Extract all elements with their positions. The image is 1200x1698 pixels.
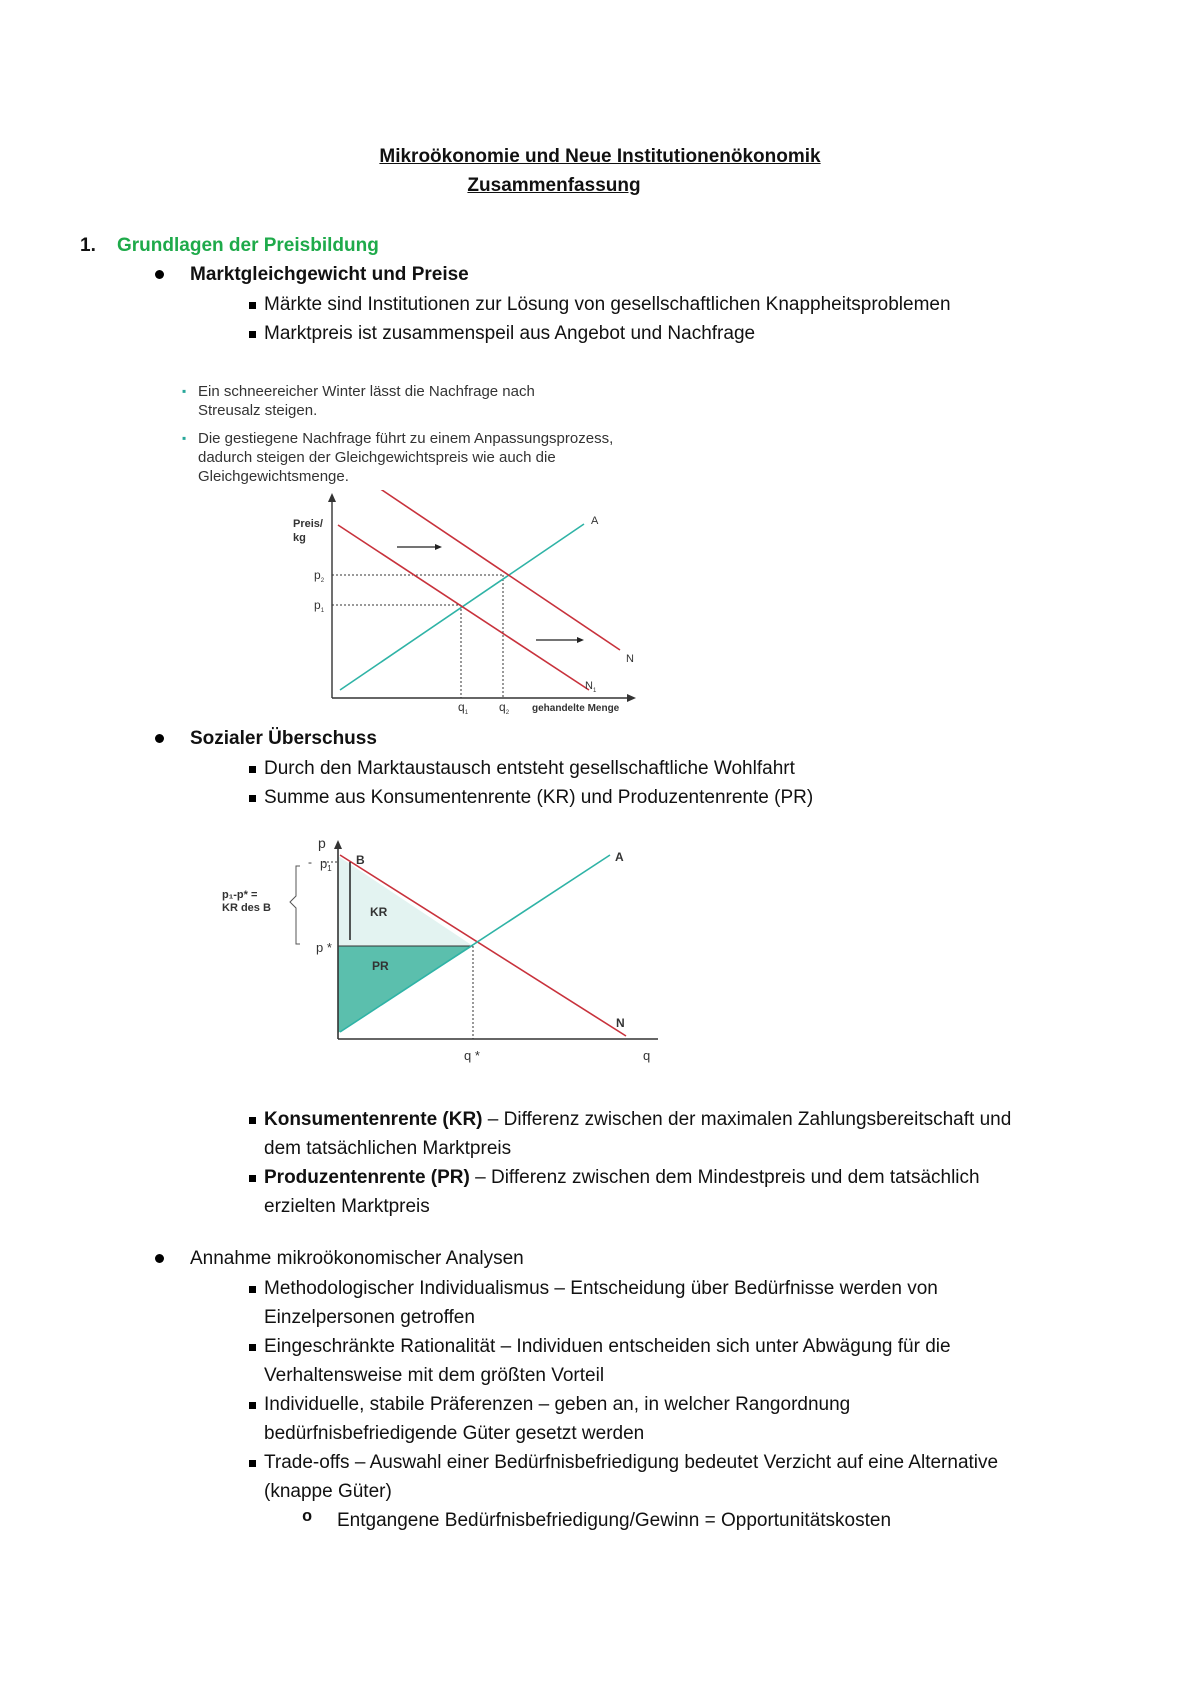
bullet-heading-marktgleichgewicht: Marktgleichgewicht und Preise bbox=[190, 264, 469, 285]
curve-label-a: A bbox=[591, 515, 599, 527]
list-item: Summe aus Konsumentenrente (KR) und Produzentenrente (PR) bbox=[264, 787, 814, 808]
demand-curve-n bbox=[379, 490, 620, 650]
square-bullet bbox=[249, 1460, 256, 1467]
tick-p1: $p_1$ bbox=[314, 598, 325, 614]
square-bullet bbox=[249, 331, 256, 338]
x-axis-arrow bbox=[627, 694, 636, 702]
tick-q2: $q_2$ bbox=[499, 700, 510, 715]
shift-arrow-head bbox=[435, 544, 442, 550]
tick-p1: $p_1$ bbox=[320, 856, 332, 873]
document-title: Mikroökonomie und Neue Institutionenökonomik bbox=[379, 146, 821, 167]
label-b: B bbox=[356, 853, 365, 867]
list-item: Marktpreis ist zusammenspeil aus Angebot und Nachfrage bbox=[264, 323, 756, 344]
y-axis-arrow bbox=[334, 840, 342, 849]
sub-bullet-marker: o bbox=[302, 1508, 313, 1527]
x-axis-label: q bbox=[643, 1048, 651, 1063]
square-bullet bbox=[249, 1175, 256, 1182]
tick-dash: - bbox=[308, 855, 312, 869]
x-axis-label: gehandelte Menge bbox=[532, 703, 620, 714]
square-bullet bbox=[249, 1402, 256, 1409]
list-item: Durch den Marktaustausch entsteht gesellschaftliche Wohlfahrt bbox=[264, 758, 795, 779]
square-bullet bbox=[249, 795, 256, 802]
bullet-marker bbox=[155, 1254, 164, 1263]
shift-arrow-head bbox=[577, 637, 584, 643]
consumer-producer-surplus-diagram bbox=[218, 836, 668, 1068]
bullet-marker bbox=[155, 270, 164, 279]
tick-q1: $q_1$ bbox=[458, 700, 469, 715]
bullet-marker bbox=[155, 734, 164, 743]
definition-term: Produzentenrente (PR) bbox=[264, 1167, 470, 1188]
bullet-heading-annahme: Annahme mikroökonomischer Analysen bbox=[190, 1248, 524, 1269]
figure-text-line: Streusalz steigen. bbox=[198, 402, 318, 419]
curve-label-n: N bbox=[616, 1016, 625, 1030]
definition-text: – Differenz zwischen der maximalen Zahlungsbereitschaft und bbox=[482, 1109, 1012, 1130]
y-axis-arrow bbox=[328, 493, 336, 502]
kr-area bbox=[338, 856, 473, 946]
square-bullet bbox=[249, 302, 256, 309]
list-item-continuation: (knappe Güter) bbox=[264, 1481, 392, 1502]
curve-label-n: N bbox=[626, 653, 634, 665]
label-kr: KR bbox=[370, 905, 388, 919]
figure-bullet-marker: ▪ bbox=[182, 431, 187, 445]
list-item: Methodologischer Individualismus – Entscheidung über Bedürfnisse werden von bbox=[264, 1278, 938, 1299]
definition-kr bbox=[264, 1105, 1011, 1134]
curve-label-a: A bbox=[615, 850, 624, 864]
list-item: Trade-offs – Auswahl einer Bedürfnisbefriedigung bedeutet Verzicht auf eine Alternative bbox=[264, 1452, 999, 1473]
figure-text-line: dadurch steigen der Gleichgewichtspreis wie auch die bbox=[198, 449, 556, 466]
sub-list-item: Entgangene Bedürfnisbefriedigung/Gewinn = Opportunitätskosten bbox=[337, 1510, 892, 1531]
list-item: Märkte sind Institutionen zur Lösung von gesellschaftlichen Knappheitsproblemen bbox=[264, 294, 951, 315]
list-item: Eingeschränkte Rationalität – Individuen entscheiden sich unter Abwägung für die bbox=[264, 1336, 951, 1357]
label-pr: PR bbox=[372, 959, 389, 973]
figure-text-line: Die gestiegene Nachfrage führt zu einem Anpassungsprozess, bbox=[198, 430, 614, 447]
document-subtitle: Zusammenfassung bbox=[467, 175, 641, 196]
figure-text-line: Gleichgewichtsmenge. bbox=[198, 468, 349, 485]
square-bullet bbox=[249, 1286, 256, 1293]
bullet-heading-sozialer-ueberschuss: Sozialer Überschuss bbox=[190, 728, 377, 749]
square-bullet bbox=[249, 1344, 256, 1351]
list-item-continuation: bedürfnisbefriedigende Güter gesetzt werden bbox=[264, 1423, 645, 1444]
figure-text-line: Ein schneereicher Winter lässt die Nachfrage nach bbox=[198, 383, 535, 400]
definition-pr bbox=[264, 1163, 980, 1192]
definition-continuation: dem tatsächlichen Marktpreis bbox=[264, 1138, 512, 1159]
list-item-continuation: Verhaltensweise mit dem größten Vorteil bbox=[264, 1365, 605, 1386]
tick-q-star: q * bbox=[464, 1048, 480, 1063]
square-bullet bbox=[249, 1117, 256, 1124]
side-note: KR des B bbox=[222, 902, 271, 914]
supply-demand-shift-diagram bbox=[280, 490, 660, 715]
y-axis-label: Preis/ bbox=[293, 518, 323, 530]
brace bbox=[290, 866, 300, 944]
curve-label-n1: $N_1$ bbox=[585, 680, 597, 694]
square-bullet bbox=[249, 766, 256, 773]
side-note: p₁-p* = bbox=[222, 889, 258, 901]
y-axis-label: kg bbox=[293, 532, 306, 544]
definition-text: – Differenz zwischen dem Mindestpreis und dem tatsächlich bbox=[469, 1167, 980, 1188]
list-item: Individuelle, stabile Präferenzen – geben an, in welcher Rangordnung bbox=[264, 1394, 851, 1415]
section-heading: Grundlagen der Preisbildung bbox=[117, 235, 379, 256]
figure-bullet-marker: ▪ bbox=[182, 384, 187, 398]
definition-term: Konsumentenrente (KR) bbox=[264, 1109, 483, 1130]
section-number: 1. bbox=[80, 235, 96, 256]
list-item-continuation: Einzelpersonen getroffen bbox=[264, 1307, 475, 1328]
tick-p-star: p * bbox=[316, 940, 332, 955]
definition-continuation: erzielten Marktpreis bbox=[264, 1196, 430, 1217]
y-axis-label: p bbox=[318, 836, 326, 851]
tick-p2: $p_2$ bbox=[314, 568, 325, 584]
